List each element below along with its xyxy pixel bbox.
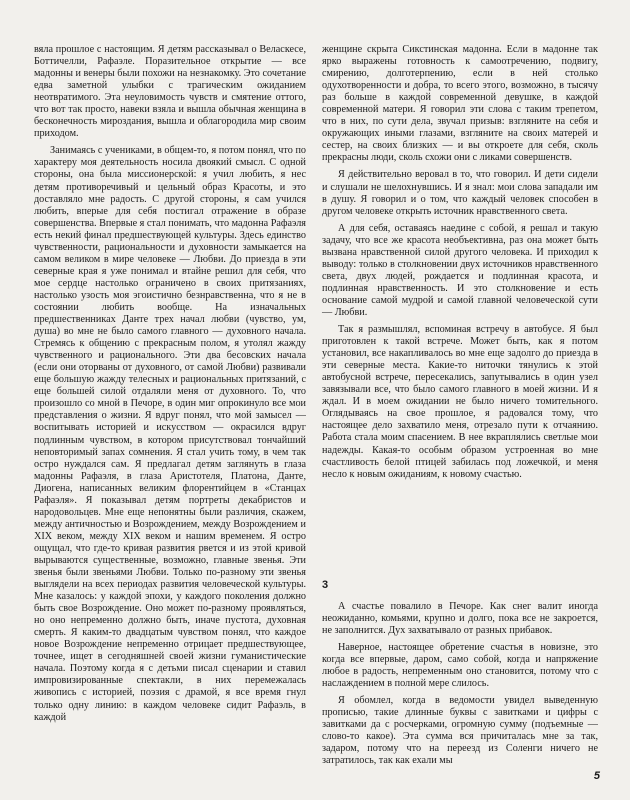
paragraph: Наверное, настоящее обретение счастья в новизне, это когда все впервые, даром, само собой, когда и напряжение любое в радость, непременным оно становится, потому что с наслаждением в полной мере слилось.: [322, 641, 598, 689]
left-column: [34, 44, 306, 724]
page-number: 5: [593, 770, 600, 782]
paragraph: А счастье повалило в Печоре. Как снег валит иногда неожиданно, комьями, крупно и долго, пока все не закроется, не заполнится. Дух захватывало от разных прибавок.: [322, 600, 598, 636]
paragraph: Так я размышлял, вспоминая встречу в автобусе. Я был приготовлен к такой встрече. Может быть, как я потом установил, все накапливалось во мне еще задолго до приезда в эти северные места. Какие-то ниточки тянулись к этой автобусной встрече, пересекались, запутывались в один узел завязывали все, что было самого главного в моей жизни. И я ждал. И в моем ожидании не было ничего томительного. Оглядываясь на свое прошлое, я радовался тому, что настоящее дело захватило меня, отрезало пути к отчаянию. Работа стала моим спасением. В нее вкраплялись светлые мои надежды. Какая-то особым образом устроенная во мне счастливость белой птицей забилась под ложечкой, и меня несло к новым ожиданиям, к новому счастью.: [322, 324, 598, 480]
paragraph: вяла прошлое с настоящим. Я детям рассказывал о Веласкесе, Боттичелли, Рафаэле. Поразительное открытие — все мадонны и венеры были похожи на незнакомку. Это сочетание едва заметной улыбки с трагическим ожиданием неотвратимого. Эта неуловимость чувств и смятение оттого, что вот так просто, навеки взяла и вышла обычная женщина в бесконечность мироздания, вышла и облагородила мир своим приходом.: [34, 44, 306, 140]
paragraph: Я действительно веровал в то, что говорил. И дети сидели и слушали не шелохнувшись. И я знал: мои слова западали им в душу. Я говорил и о том, что каждый человек способен в другом человеке открыть источник нравственного света.: [322, 169, 598, 217]
paragraph: А для себя, оставаясь наедине с собой, я решал и такую задачу, что все же красота необъективна, раз она может быть вызвана нравственной силой другого человека. И приходил к выводу: только в столкновении двух источников нравственного света, двух людей, рождается и подлинная красота, и подлинная нравственность. И это столкновение и есть основание самой мудрой и самой главной человеческой сути — Любви.: [322, 222, 598, 318]
right-column: [322, 44, 598, 767]
paragraph: женщине скрыта Сикстинская мадонна. Если в мадонне так ярко выражены готовность к самоотречению, подвигу, смирению, долготерпению, если в ней столько одухотворенности и добра, то всего этого, возможно, в тысячу раз больше в каждой современной девушке, в каждой современной матери. Я говорил эти слова с таким трепетом, что в них, по сути дела, звучал призыв: взгляните на себя и окружающих иными глазами, взгляните на своих матерей и сестер, на своих близких — и вы откроете для себя, сколь прекрасны люди, сколь схожи они с ликами совершенств.: [322, 44, 598, 164]
paragraph: Занимаясь с учениками, в общем-то, я потом понял, что по характеру моя деятельность носила двоякий смысл. С одной стороны, она была миссионерской: я учил любить, я нес детям противоречивый и цельный образ Красоты, и это доставляло мне радость. С другой стороны, я сам учился любить, вперые для себя постигал отражение в образе совершенства. Впервые я стал понимать, что мадонна Рафаэля есть некий финал предшествующей культуры. Здесь единство чувственности, рациональности и духовности замыкается на самом великом в мире человеке — Любви. До приезда в эти северные края я уже понимал и втайне решил для себя, что мое сердце настолько ограничено в своих притязаниях, настолько узость моя эгоистично безнравственна, что я не в состоянии любить вообще. На изначальных предшественниках Данте трех начал любви (чувство, ум, душа) во мне не было самого главного — духовного начала. Стремясь к общению с прекрасным полом, я утолял жажду чувственного и рационального. Эти два бесовских начала (если они оторваны от духовного, от самой Любви) развивали еще большую жажду телесных и рациональных притязаний, с еще большей силой отдаляли меня от духовного. То, что произошло со мной в Печоре, в один миг опрокинуло все мои представления о жизни. Я вдруг понял, что мой замысел — воспитывать историей и искусством — окрасился вдруг подлинным чувством, в котором присутствовал тончайший неповторимый запах сомнения. Я стал учить тому, в чем так остро нуждался сам. Я предлагал детям заглянуть в глаза мадонны Рафаэля, в глаза Аристотеля, Платона, Данте, Диогена, написанных великим флорентийцем в «Станцах Рафаэля». Я показывал детям портреты декабристов и народовольцев. Мне еще непонятны были различия, скажем, между античностью и Возрождением, между Возрождением и XIX веком, между XIX веком и нашим временем. Я остро ощущал, что где-то кривая развития рвется и из этой кривой вырываются существенные, возможно, главные звенья. Эти звенья были звеньями Любви. Только по-разному эти звенья выглядели на всех периодах развития человеческой культуры. Мне казалось: у каждой эпохи, у каждого поколения должно быть свое Возрождение. Оно может по-разному проявляться, но оно непременно должно быть, иначе пустота, духовная смерть. Я каким-то двадцатым чувством понял, что каждое новое Возрождение непременно отрицает предшествующее, точнее, ищет в сегодняшней своей жизни гуманистические начала. Поэтому когда я с детьми писал сценарии и ставил импровизированные спектакли, в них перемежалась живопись с историей, поэзия с драмой, я все время гнул только одну линию: в каждом человеке сидит Рафаэль, в каждой: [34, 145, 306, 723]
section-gap: [322, 481, 598, 569]
section-number: 3: [322, 578, 329, 591]
paragraph: Я обомлел, когда в ведомости увидел выведенную прописью, такие длинные буквы с завитками и цифры с завитками да с росчерками, огромную сумму (подъемные — слово-то какое). Эта сумма вся причиталась мне за так, задаром, потому что на переезд из Соленги ничего не затратилось, так как ехали мы: [322, 695, 598, 767]
